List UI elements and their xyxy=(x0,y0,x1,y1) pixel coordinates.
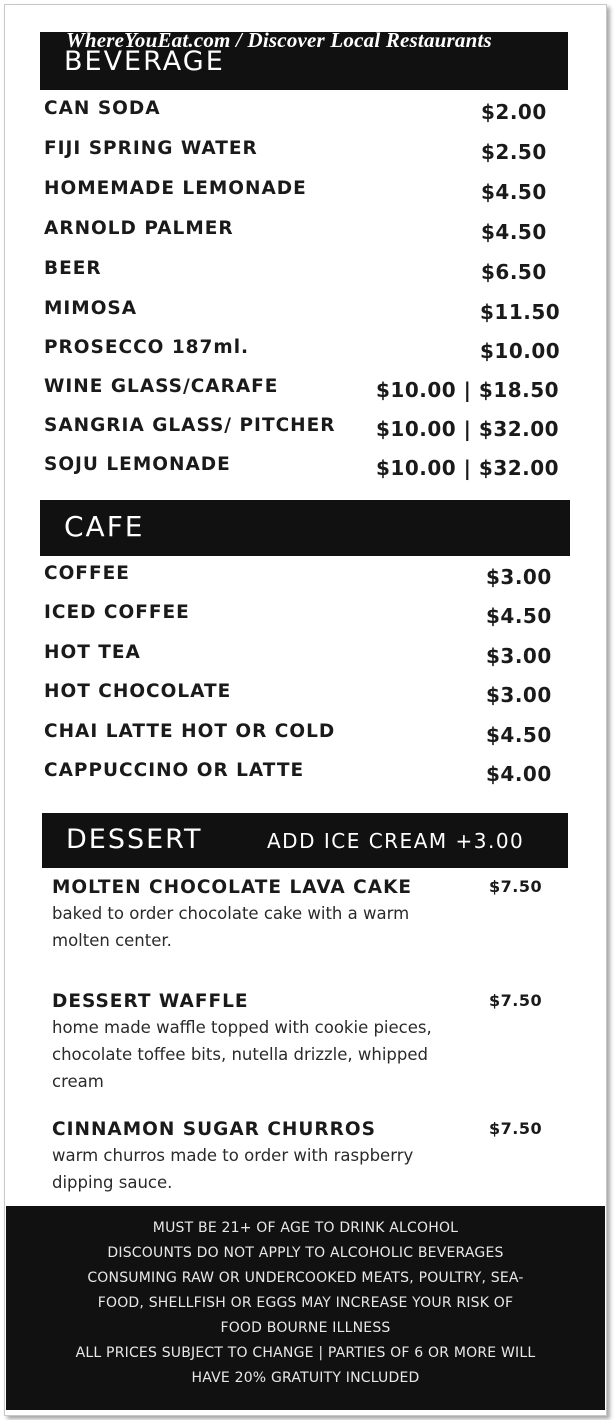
item-name: CAN SODA xyxy=(44,98,161,119)
menu-item xyxy=(44,563,564,587)
description-line: molten center. xyxy=(52,931,172,950)
description-line: baked to order chocolate cake with a warm xyxy=(52,904,410,923)
description-line: home made waffle topped with cookie pieces, xyxy=(52,1018,432,1037)
description-line: warm churros made to order with raspberry xyxy=(52,1146,414,1165)
beverage-title: BEVERAGE xyxy=(64,46,225,77)
description-line: dipping sauce. xyxy=(52,1173,173,1192)
dessert-description xyxy=(52,1142,482,1196)
item-name: WINE GLASS/CARAFE xyxy=(44,376,279,397)
menu-item xyxy=(44,337,564,361)
item-name: SOJU LEMONADE xyxy=(44,454,231,475)
menu-item xyxy=(44,642,564,666)
item-price: $4.00 xyxy=(486,762,552,786)
menu-item xyxy=(44,602,564,626)
item-name: MIMOSA xyxy=(44,298,138,319)
cafe-title: CAFE xyxy=(64,510,145,543)
item-price: $4.50 xyxy=(486,604,552,628)
disclaimer-line: DISCOUNTS DO NOT APPLY TO ALCOHOLIC BEVERAGES xyxy=(107,1245,504,1261)
description-line: chocolate toffee bits, nutella drizzle, whipped xyxy=(52,1045,429,1064)
dessert-title: DESSERT xyxy=(66,824,203,855)
disclaimer-line: HAVE 20% GRATUITY INCLUDED xyxy=(191,1370,420,1386)
menu-item xyxy=(44,258,564,282)
menu-item xyxy=(44,98,564,122)
item-price: $4.50 xyxy=(481,180,547,204)
dessert-header xyxy=(42,813,568,868)
description-line: cream xyxy=(52,1072,104,1091)
item-name: FIJI SPRING WATER xyxy=(44,138,258,159)
item-price: $3.00 xyxy=(486,565,552,589)
item-price: $10.00 | $18.50 xyxy=(376,378,560,402)
item-price: $6.50 xyxy=(481,260,547,284)
cafe-header xyxy=(40,500,570,556)
watermark: WhereYouEat.com / Discover Local Restaurants xyxy=(66,28,492,52)
item-price: $3.00 xyxy=(486,683,552,707)
disclaimer-line: FOOD, SHELLFISH OR EGGS MAY INCREASE YOUR RISK OF xyxy=(97,1295,514,1311)
item-name: ICED COFFEE xyxy=(44,602,190,623)
dessert-price: $7.50 xyxy=(489,991,543,1010)
item-name: PROSECCO 187ml. xyxy=(44,337,250,358)
dessert-item xyxy=(52,1119,552,1196)
menu-item xyxy=(44,376,564,400)
menu-item xyxy=(44,178,564,202)
item-name: COFFEE xyxy=(44,563,130,584)
disclaimer-line: CONSUMING RAW OR UNDERCOOKED MEATS, POULTRY, SEA- xyxy=(87,1270,524,1286)
menu-item xyxy=(44,298,564,322)
item-price: $2.50 xyxy=(481,140,547,164)
dessert-name: MOLTEN CHOCOLATE LAVA CAKE xyxy=(52,877,413,898)
item-name: ARNOLD PALMER xyxy=(44,218,234,239)
item-name: BEER xyxy=(44,258,102,279)
item-price: $10.00 | $32.00 xyxy=(376,456,560,480)
item-price: $10.00 | $32.00 xyxy=(376,417,560,441)
dessert-name: DESSERT WAFFLE xyxy=(52,991,249,1012)
menu-item xyxy=(44,760,564,784)
menu-item xyxy=(44,138,564,162)
item-name: CHAI LATTE HOT OR COLD xyxy=(44,721,336,742)
item-name: HOT CHOCOLATE xyxy=(44,681,232,702)
dessert-description xyxy=(52,900,482,954)
menu-page xyxy=(4,4,607,1416)
menu-item xyxy=(44,415,564,439)
item-price: $10.00 xyxy=(480,339,561,363)
item-price: $3.00 xyxy=(486,644,552,668)
item-price: $4.50 xyxy=(481,220,547,244)
menu-item xyxy=(44,681,564,705)
dessert-description xyxy=(52,1014,482,1095)
menu-item xyxy=(44,218,564,242)
disclaimer-line: MUST BE 21+ OF AGE TO DRINK ALCOHOL xyxy=(152,1220,459,1236)
dessert-name: CINNAMON SUGAR CHURROS xyxy=(52,1119,376,1140)
item-price: $4.50 xyxy=(486,723,552,747)
disclaimer-footer xyxy=(6,1206,605,1410)
menu-item xyxy=(44,721,564,745)
item-name: SANGRIA GLASS/ PITCHER xyxy=(44,415,336,436)
dessert-item xyxy=(52,877,552,954)
dessert-item xyxy=(52,991,552,1095)
item-name: CAPPUCCINO OR LATTE xyxy=(44,760,305,781)
menu-item xyxy=(44,454,564,478)
item-price: $2.00 xyxy=(481,100,547,124)
item-name: HOMEMADE LEMONADE xyxy=(44,178,307,199)
disclaimer-line: FOOD BOURNE ILLNESS xyxy=(220,1320,391,1336)
item-price: $11.50 xyxy=(480,300,561,324)
item-name: HOT TEA xyxy=(44,642,141,663)
disclaimer-line: ALL PRICES SUBJECT TO CHANGE | PARTIES OF 6 OR MORE WILL xyxy=(75,1345,536,1361)
dessert-price: $7.50 xyxy=(489,877,543,896)
dessert-price: $7.50 xyxy=(489,1119,543,1138)
ice-cream-addon: ADD ICE CREAM +3.00 xyxy=(267,829,525,853)
